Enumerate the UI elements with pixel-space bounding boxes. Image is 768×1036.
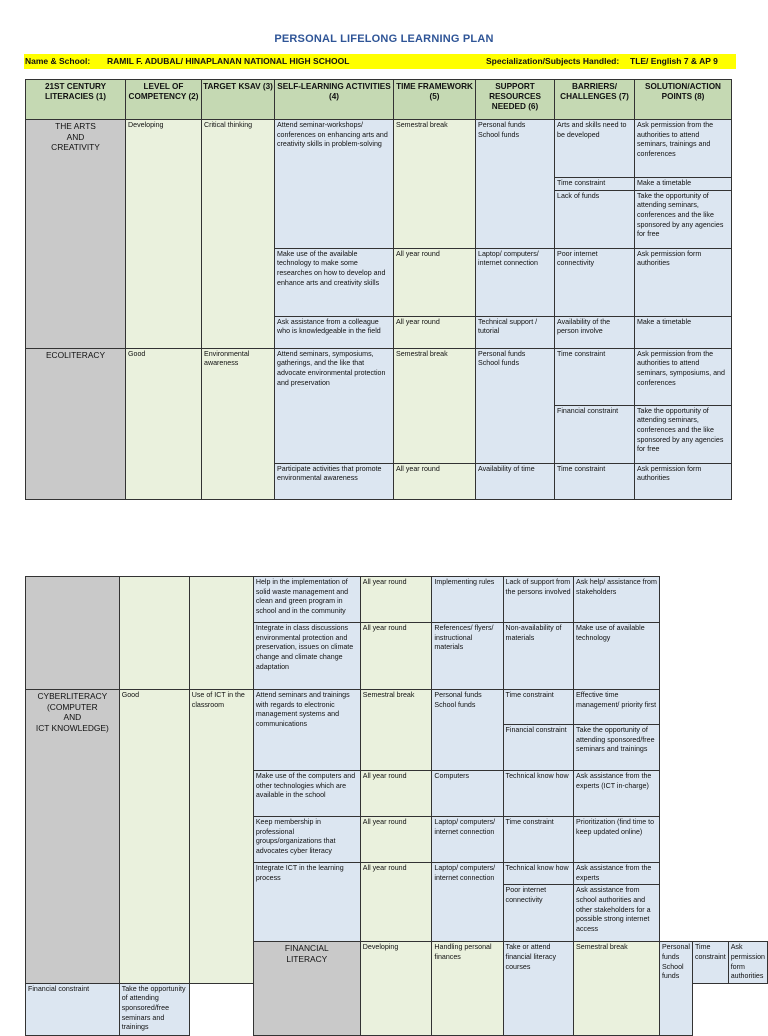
solution-cell: Effective time management/ priority first <box>574 690 660 725</box>
support-cell: Computers <box>432 771 503 817</box>
header-barriers: BARRIERS/ CHALLENGES (7) <box>555 80 635 120</box>
activity-cell: Keep membership in professional groups/organizations that advocates cyber literacy <box>253 817 360 863</box>
solution-cell: Take the opportunity of attending seminars, conferences and the like sponsored by any agencies for free <box>635 190 732 248</box>
header-activities: SELF-LEARNING ACTIVITIES (4) <box>275 80 394 120</box>
time-cell: All year round <box>360 577 432 623</box>
solution-cell: Prioritization (find time to keep updated online) <box>574 817 660 863</box>
barrier-cell: Time constraint <box>555 348 635 405</box>
support-cell: Technical support / tutorial <box>476 316 555 348</box>
barrier-cell: Poor internet connectivity <box>555 248 635 316</box>
solution-cell: Take the opportunity of attending sponsored/free seminars and trainings <box>119 983 189 1035</box>
specialization-value: TLE/ English 7 & AP 9 <box>630 56 718 66</box>
barrier-cell: Time constraint <box>555 463 635 499</box>
solution-cell: Ask assistance from the experts (ICT in-charge) <box>574 771 660 817</box>
time-cell: Semestral break <box>360 690 432 771</box>
support-cell: Availability of time <box>476 463 555 499</box>
barrier-cell: Time constraint <box>503 817 574 863</box>
ksav-cell: Handling personal finances <box>432 942 503 1036</box>
time-cell: Semestral break <box>394 348 476 463</box>
support-cell: Laptop/ computers/ internet connection <box>432 817 503 863</box>
activity-cell: Attend seminars, symposiums, gatherings, and the like that advocate environmental protection and preservation <box>275 348 394 463</box>
literacy-financial <box>253 942 360 1036</box>
activity-cell: Help in the implementation of solid waste management and clean and green program in school and in the community <box>253 577 360 623</box>
barrier-cell: Technical know how <box>503 863 574 885</box>
name-label: Name & School: <box>25 56 91 66</box>
solution-cell: Ask help/ assistance from stakeholders <box>574 577 660 623</box>
plan-table-1 <box>25 79 732 500</box>
specialization-label: Specialization/Subjects Handled: <box>486 56 620 66</box>
solution-cell: Take the opportunity of attending seminars, conferences and the like sponsored by any agencies for free <box>635 405 732 463</box>
solution-cell: Ask assistance from school authorities and other stakeholders for a possible strong internet access <box>574 885 660 942</box>
literacy-line: AND <box>66 131 85 142</box>
level-cell: Developing <box>360 942 432 1036</box>
solution-cell: Ask permission form authorities <box>635 248 732 316</box>
barrier-cell: Time constraint <box>503 690 574 725</box>
activity-cell: Make use of the computers and other technologies which are available in the school <box>253 771 360 817</box>
activity-cell: Attend seminars and trainings with regards to electronic management systems and communications <box>253 690 360 771</box>
support-line: Personal funds <box>478 349 526 358</box>
solution-cell: Make use of available technology <box>574 623 660 690</box>
barrier-cell: Arts and skills need to be developed <box>555 120 635 178</box>
support-line: Personal funds <box>478 121 526 129</box>
literacy-line: CYBERLITERACY <box>37 691 108 701</box>
header-level: LEVEL OF COMPETENCY (2) <box>126 80 202 120</box>
support-cell: Laptop/ computers/ internet connection <box>476 248 555 316</box>
activity-cell: Make use of the available technology to make some researches on how to develop and enhance arts and creativity skills <box>275 248 394 316</box>
ksav-cell: Critical thinking <box>202 120 275 349</box>
literacy-cyber <box>26 690 120 984</box>
literacy-line: LITERACY <box>286 953 328 964</box>
literacy-line: CREATIVITY <box>51 142 100 152</box>
literacy-arts <box>26 120 126 349</box>
header-literacies: 21ST CENTURY LITERACIES (1) <box>26 80 126 120</box>
solution-cell: Take the opportunity of attending sponsored/free seminars and trainings <box>574 725 660 771</box>
header-row <box>26 80 732 120</box>
barrier-cell: Non-availability of materials <box>503 623 574 690</box>
support-line: School funds <box>478 130 520 139</box>
activity-cell: Integrate ICT in the learning process <box>253 863 360 942</box>
header-time: TIME FRAMEWORK (5) <box>394 80 476 120</box>
header-support: SUPPORT RESOURCES NEEDED (6) <box>476 80 555 120</box>
activity-cell: Integrate in class discussions environmental protection and preservation, issues on climate change and climate change adaptation <box>253 623 360 690</box>
literacy-line: AND <box>63 712 82 722</box>
time-cell: All year round <box>360 771 432 817</box>
ksav-cell: Use of ICT in the classroom <box>189 690 253 984</box>
time-cell: All year round <box>394 463 476 499</box>
ksav-cell: Environmental awareness <box>202 348 275 499</box>
support-line: School funds <box>661 962 684 981</box>
support-cell <box>476 120 555 249</box>
name-value: RAMIL F. ADUBAL/ HINAPLANAN NATIONAL HIGH SCHOOL <box>107 56 350 66</box>
level-cell: Good <box>119 690 189 984</box>
level-cell: Good <box>126 348 202 499</box>
solution-cell: Ask permission form authorities <box>635 463 732 499</box>
time-cell: All year round <box>360 863 432 942</box>
header-ksav: TARGET KSAV (3) <box>202 80 275 120</box>
solution-cell: Ask assistance from the experts <box>574 863 660 885</box>
time-cell: All year round <box>394 248 476 316</box>
solution-cell: Ask permission from the authorities to attend seminars, trainings and conferences <box>635 120 732 178</box>
barrier-cell: Time constraint <box>692 942 728 984</box>
header-solutions: SOLUTION/ACTION POINTS (8) <box>635 80 732 120</box>
solution-cell: Make a timetable <box>635 178 732 191</box>
barrier-cell: Financial constraint <box>555 405 635 463</box>
support-line: School funds <box>478 359 520 368</box>
time-cell: Semestral break <box>394 120 476 249</box>
literacy-eco: ECOLITERACY <box>26 348 126 499</box>
support-cell <box>432 690 503 771</box>
page-title: PERSONAL LIFELONG LEARNING PLAN <box>274 33 494 45</box>
barrier-cell: Financial constraint <box>503 725 574 771</box>
literacy-line: ICT KNOWLEDGE) <box>35 722 109 733</box>
barrier-cell: Technical know how <box>503 771 574 817</box>
literacy-line: THE ARTS <box>55 121 96 131</box>
support-cell <box>659 942 692 1036</box>
barrier-cell: Time constraint <box>555 178 635 191</box>
time-cell: Semestral break <box>574 942 660 1036</box>
support-cell <box>476 348 555 463</box>
barrier-cell: Poor internet connectivity <box>503 885 574 942</box>
table-row <box>26 120 732 178</box>
level-cell: Developing <box>126 120 202 349</box>
support-cell: Implementing rules <box>432 577 503 623</box>
solution-cell: Ask permission from the authorities to attend seminars, symposiums, and conferences <box>635 348 732 405</box>
solution-cell: Make a timetable <box>635 316 732 348</box>
ksav-cell <box>189 577 253 690</box>
support-cell: Laptop/ computers/ internet connection <box>432 863 503 942</box>
time-cell: All year round <box>360 817 432 863</box>
table-row <box>26 690 768 725</box>
barrier-cell: Lack of funds <box>555 190 635 248</box>
barrier-cell: Availability of the person involve <box>555 316 635 348</box>
time-cell: All year round <box>360 623 432 690</box>
support-line: Personal funds <box>434 691 482 699</box>
activity-cell: Attend seminar-workshops/ conferences on enhancing arts and creativity skills in problem-solving <box>275 120 394 249</box>
info-bar <box>24 54 736 69</box>
literacy-line: FINANCIAL <box>284 943 329 954</box>
support-line: School funds <box>434 700 476 709</box>
literacy-line: (COMPUTER <box>46 701 98 712</box>
barrier-cell: Lack of support from the persons involved <box>503 577 574 623</box>
activity-cell: Ask assistance from a colleague who is knowledgeable in the field <box>275 316 394 348</box>
solution-cell: Ask permission form authorities <box>728 942 767 984</box>
support-line: Personal funds <box>661 943 690 961</box>
table-row <box>26 348 732 405</box>
level-cell <box>119 577 189 690</box>
activity-cell: Take or attend financial literacy courses <box>503 942 574 1036</box>
barrier-cell: Financial constraint <box>26 983 120 1035</box>
support-cell: References/ flyers/ instructional materials <box>432 623 503 690</box>
plan-table-2 <box>25 576 768 1036</box>
literacy-eco-continued <box>26 577 120 690</box>
table-row <box>26 577 768 623</box>
time-cell: All year round <box>394 316 476 348</box>
activity-cell: Participate activities that promote environmental awareness <box>275 463 394 499</box>
